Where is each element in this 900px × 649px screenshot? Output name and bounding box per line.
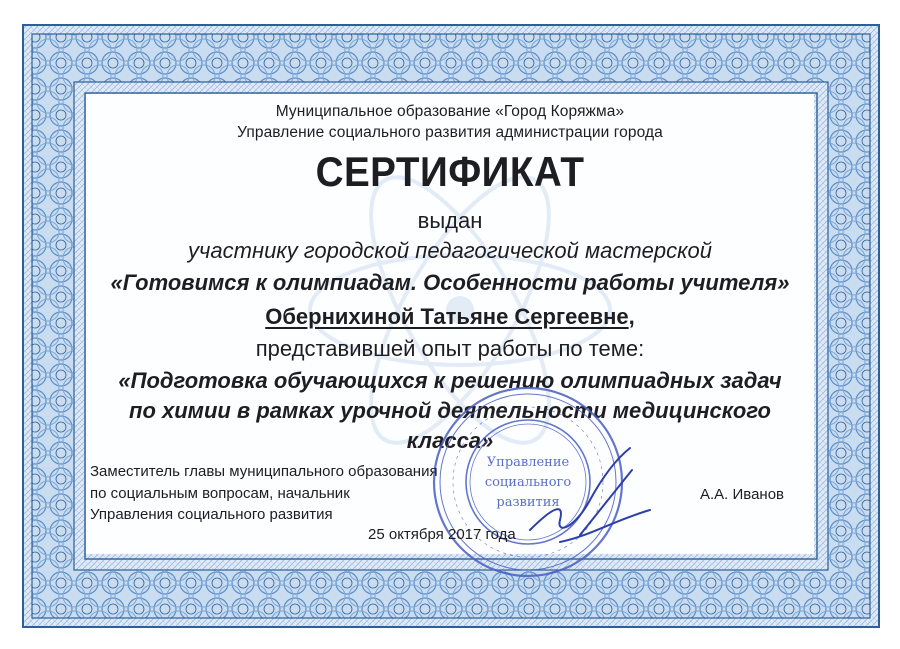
signer-title-line-2: по социальным вопросам, начальник [90,484,350,502]
handwritten-signature [520,440,660,550]
workshop-title: «Готовимся к олимпиадам. Особенности работы учителя» [110,270,790,295]
certificate-title: СЕРТИФИКАТ [315,148,585,195]
header-department: Управление социального развития администрации города [237,124,663,141]
stamp-center-line-3: развития [496,495,560,510]
recipient-name: Обернихиной Татьяне Сергеевне [265,304,629,329]
signer-title-line-3: Управления социального развития [90,506,333,523]
recipient-comma: , [628,304,635,329]
recipient-line [0,304,900,330]
topic-line-1: «Подготовка обучающихся к решению олимпиадных задач [118,368,782,393]
signer-name: А.А. Иванов [700,486,785,503]
signer-title-line-1: Заместитель главы муниципального образования [90,463,438,480]
issued-text: выдан [417,208,483,233]
header-municipality: Муниципальное образование «Город Коряжма» [275,103,625,120]
stamp-center-line-1: Управление [486,455,570,470]
signer-title [90,461,438,526]
participant-line: участнику городской педагогической мастерской [188,238,712,263]
presented-line: представившей опыт работы по теме: [255,336,645,361]
topic-line-2: по химии в рамках урочной деятельности медицинского [129,398,771,423]
topic-line-3: класса» [406,428,494,453]
stamp-center-line-2: социального [484,475,572,490]
issue-date: 25 октября 2017 года [368,526,516,543]
